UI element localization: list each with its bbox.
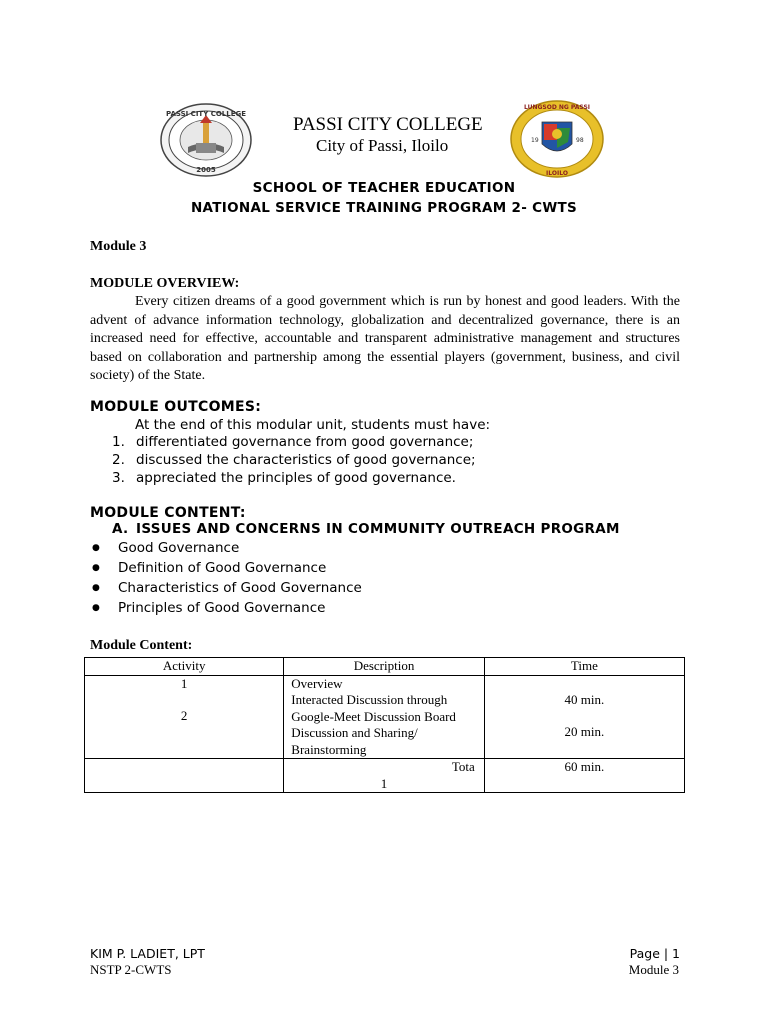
activity-cell-2: 2 [180, 708, 188, 723]
right-seal-ring-top: LUNGSOD NG PASSI [523, 104, 591, 111]
outcomes-heading: MODULE OUTCOMES: [90, 399, 262, 415]
footer-course: NSTP 2-CWTS [90, 962, 172, 977]
description-line: Google-Meet Discussion Board [291, 708, 456, 724]
footer-module: Module 3 [628, 962, 679, 977]
table-header-row [85, 658, 685, 676]
left-seal-year: 2005 [196, 166, 216, 174]
column-header-time: Time [484, 658, 684, 676]
overview-heading: MODULE OVERVIEW: [90, 276, 240, 291]
list-item: 3. appreciated the principles of good governance. [112, 470, 456, 486]
time-cell-2: 20 min. [564, 724, 605, 739]
bullet-icon: ● [92, 603, 100, 613]
footer-page-number: Page | 1 [629, 946, 680, 961]
list-item: ● Definition of Good Governance [92, 560, 327, 576]
right-seal-ring-bottom: ILOILO [546, 170, 568, 177]
topics-list [92, 538, 362, 618]
college-city: City of Passi, Iloilo [316, 136, 449, 155]
module-number: Module 3 [90, 239, 147, 254]
content-heading: MODULE CONTENT: [90, 505, 246, 521]
table-caption: Module Content: [90, 638, 193, 653]
right-seal-year-right: 98 [576, 137, 584, 144]
bullet-icon: ● [92, 583, 100, 593]
bullet-icon: ● [92, 543, 100, 553]
total-time: 60 min. [484, 759, 684, 793]
list-item: ● Good Governance [92, 540, 240, 556]
footer-author: KIM P. LADIET, LPT [90, 946, 205, 961]
list-item: 2. discussed the characteristics of good governance; [112, 452, 476, 468]
column-header-activity: Activity [85, 658, 284, 676]
activity-cell-1: 1 [180, 675, 188, 691]
school-title: SCHOOL OF TEACHER EDUCATION [252, 180, 516, 196]
column-header-description: Description [284, 658, 484, 676]
program-title: NATIONAL SERVICE TRAINING PROGRAM 2- CWTS [190, 200, 578, 216]
total-label-wrap: 1 [380, 775, 388, 791]
table-row [85, 675, 685, 759]
outcomes-list [112, 433, 476, 487]
module-content-table [84, 657, 685, 793]
list-item: ● Characteristics of Good Governance [92, 580, 362, 596]
bullet-icon: ● [92, 563, 100, 573]
overview-paragraph [90, 293, 680, 386]
outcomes-intro: At the end of this modular unit, students must have: [135, 417, 491, 433]
description-line: Discussion and Sharing/ [291, 725, 418, 740]
list-item: 1. differentiated governance from good governance; [112, 434, 474, 450]
list-item: ● Principles of Good Governance [92, 600, 326, 616]
time-cell-1: 40 min. [564, 691, 605, 707]
passi-city-college-seal [160, 103, 252, 177]
city-of-passi-seal [510, 100, 604, 178]
right-seal-year-left: 19 [531, 137, 539, 144]
total-label: Tota [451, 759, 475, 774]
description-line: Interacted Discussion through [291, 692, 448, 707]
table-total-row [85, 759, 685, 793]
left-seal-ring-top: PASSI CITY COLLEGE [165, 110, 247, 118]
description-line: Brainstorming [291, 741, 367, 757]
content-subheading: A. ISSUES AND CONCERNS IN COMMUNITY OUTREACH PROGRAM [112, 521, 620, 537]
description-line: Overview [291, 675, 343, 691]
college-name: PASSI CITY COLLEGE [293, 114, 483, 135]
overview-text: Every citizen dreams of a good government which is run by honest and good leaders. With the advent of advance information technology, globalization and decentralized governance, there is an increased need for effective, accountable and transparent administrative management and structures based on collaboration and partnership among the essential players (government, business, and civil society) of the State. [90, 294, 680, 383]
